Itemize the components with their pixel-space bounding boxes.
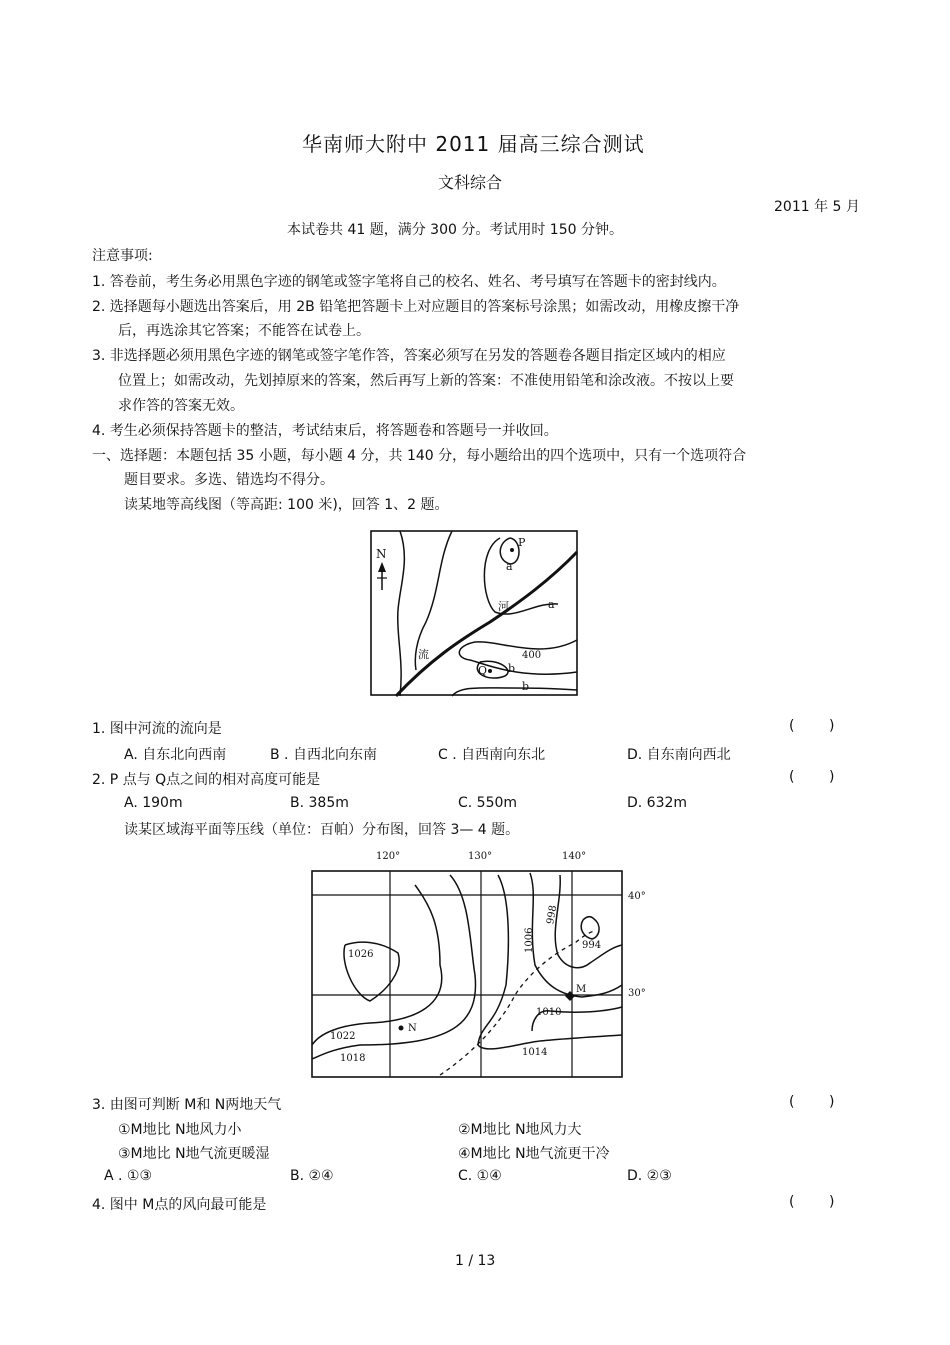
note-item: 3. 非选择题必须用黑色字迹的钢笔或签字笔作答，答案必须写在另发的答题卷各题目指定区域内的相应 <box>92 348 726 364</box>
section-heading: 一、选择题：本题包括 35 小题，每小题 4 分，共 140 分，每小题给出的四个选项中，只有一个选项符合 <box>92 448 747 464</box>
point-m-label: M <box>576 984 587 995</box>
contour-label-a: a <box>548 598 555 611</box>
contour-label-b: b <box>508 662 516 675</box>
point-q-label: Q <box>478 664 488 677</box>
river-label: 河 <box>498 600 509 613</box>
page-title: 华南师大附中 2011 届高三综合测试 <box>302 132 645 156</box>
map2-intro: 读某区域海平面等压线（单位：百帕）分布图，回答 3— 4 题。 <box>124 822 520 838</box>
option-a[interactable]: A. 190m <box>124 795 183 811</box>
answer-blank[interactable] <box>789 718 837 734</box>
isobar-1022: 1022 <box>330 1031 356 1042</box>
notes-heading: 注意事项: <box>92 248 153 264</box>
isobar-map <box>300 845 660 1085</box>
subtitle: 文科综合 <box>438 173 503 192</box>
answer-blank[interactable] <box>789 769 837 785</box>
section-heading-cont: 题目要求。多选、错选均不得分。 <box>124 472 334 488</box>
option-c[interactable]: C. 550m <box>458 795 518 811</box>
longitude-label: 130° <box>468 851 493 862</box>
exam-date: 2011 年 5 月 <box>774 199 860 215</box>
point-n-label: N <box>408 1023 417 1034</box>
isobar-1010: 1010 <box>536 1007 562 1018</box>
paren-open: ( <box>789 1094 795 1110</box>
option-d[interactable]: D. 自东南向西北 <box>627 747 731 763</box>
paren-open: ( <box>789 769 795 785</box>
option-b[interactable]: B. 385m <box>290 795 349 811</box>
contour-label-400: 400 <box>522 650 542 661</box>
paren-close: ) <box>829 769 835 785</box>
answer-blank[interactable] <box>789 1194 837 1210</box>
paren-open: ( <box>789 1194 795 1210</box>
contour-label-a: a <box>506 560 513 573</box>
question-3-stem: 3. 由图可判断 M和 N两地天气 <box>92 1097 282 1113</box>
answer-blank[interactable] <box>789 1094 837 1110</box>
exam-info: 本试卷共 41 题，满分 300 分。考试用时 150 分钟。 <box>287 222 623 238</box>
note-item: 位置上；如需改动，先划掉原来的答案，然后再写上新的答案：不准使用铅笔和涂改液。不按以上要 <box>118 373 734 389</box>
north-label: N <box>376 547 387 561</box>
option-b[interactable]: B . 自西北向东南 <box>270 747 377 763</box>
point-p-label: P <box>518 536 526 549</box>
isobar-1018: 1018 <box>340 1053 366 1064</box>
option-c[interactable]: C . 自西南向东北 <box>438 747 546 763</box>
question-4-stem: 4. 图中 M点的风向最可能是 <box>92 1197 267 1213</box>
paren-close: ) <box>829 718 835 734</box>
isobar-1006: 1006 <box>524 927 535 953</box>
contour-label-b: b <box>522 680 530 693</box>
isobar-1026: 1026 <box>348 949 374 960</box>
statement-2: ②M地比 N地风力大 <box>458 1122 582 1138</box>
option-d[interactable]: D. ②③ <box>627 1168 672 1184</box>
option-c[interactable]: C. ①④ <box>458 1168 502 1184</box>
river-label: 流 <box>418 648 429 661</box>
paren-close: ) <box>829 1194 835 1210</box>
isobar-994: 994 <box>582 940 602 951</box>
question-1-stem: 1. 图中河流的流向是 <box>92 721 222 737</box>
question-2-stem: 2. P 点与 Q点之间的相对高度可能是 <box>92 772 321 788</box>
latitude-label: 30° <box>628 988 646 999</box>
isobar-998: 998 <box>545 904 560 926</box>
map1-intro: 读某地等高线图（等高距: 100 米)，回答 1、2 题。 <box>124 497 449 513</box>
page-number: 1 / 13 <box>455 1253 496 1269</box>
paren-open: ( <box>789 718 795 734</box>
option-a[interactable]: A. 自东北向西南 <box>124 747 227 763</box>
statement-4: ④M地比 N地气流更干冷 <box>458 1146 610 1162</box>
longitude-label: 120° <box>376 851 401 862</box>
note-item: 2. 选择题每小题选出答案后，用 2B 铅笔把答题卡上对应题目的答案标号涂黑；如需改动，用橡皮擦干净 <box>92 299 740 315</box>
note-item: 后，再选涂其它答案；不能答在试卷上。 <box>118 323 370 339</box>
paren-close: ) <box>829 1094 835 1110</box>
option-d[interactable]: D. 632m <box>627 795 688 811</box>
contour-map <box>370 530 580 698</box>
longitude-label: 140° <box>562 851 587 862</box>
note-item: 1. 答卷前，考生务必用黑色字迹的钢笔或签字笔将自己的校名、姓名、考号填写在答题卡的密封线内。 <box>92 274 726 290</box>
statement-1: ①M地比 N地风力小 <box>118 1122 242 1138</box>
statement-3: ③M地比 N地气流更暖湿 <box>118 1146 270 1162</box>
option-b[interactable]: B. ②④ <box>290 1168 334 1184</box>
latitude-label: 40° <box>628 891 646 902</box>
option-a[interactable]: A . ①③ <box>104 1168 153 1184</box>
note-item: 求作答的答案无效。 <box>118 398 244 414</box>
isobar-1014: 1014 <box>522 1047 548 1058</box>
note-item: 4. 考生必须保持答题卡的整洁，考试结束后，将答题卷和答题号一并收回。 <box>92 423 558 439</box>
